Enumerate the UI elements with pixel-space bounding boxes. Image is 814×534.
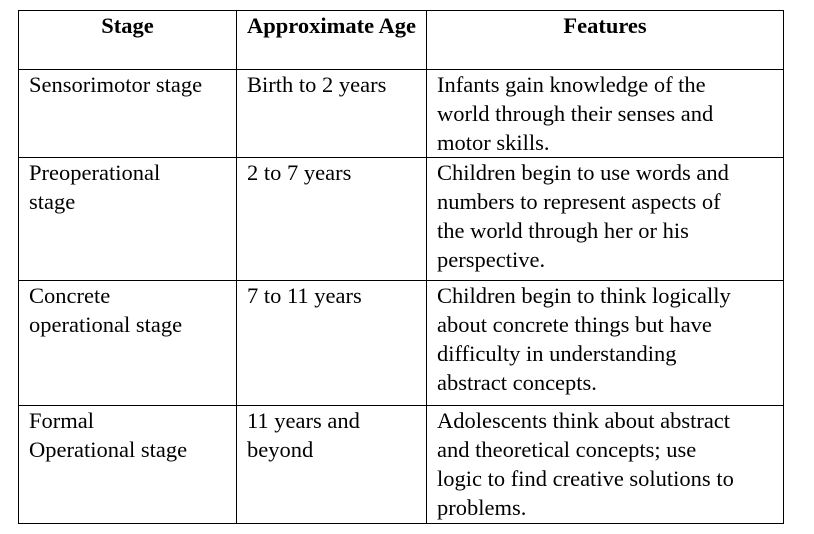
header-stage: Stage: [19, 11, 237, 70]
table-row: [19, 406, 784, 524]
age-cell: 7 to 11 years: [237, 281, 427, 406]
age-cell: 11 years and beyond: [237, 406, 427, 524]
features-cell: Children begin to use words and numbers to represent aspects of the world through her or his perspective.: [427, 158, 784, 281]
features-cell: Infants gain knowledge of the world through their senses and motor skills.: [427, 70, 784, 158]
age-cell: Birth to 2 years: [237, 70, 427, 158]
stage-cell: Formal Operational stage: [19, 406, 237, 524]
stage-cell: Concrete operational stage: [19, 281, 237, 406]
features-cell: Adolescents think about abstract and theoretical concepts; use logic to find creative solutions to problems.: [427, 406, 784, 524]
stage-cell: Preoperational stage: [19, 158, 237, 281]
cognitive-stages-table: [18, 10, 784, 524]
header-row: [19, 11, 784, 70]
table-row: [19, 158, 784, 281]
table-row: [19, 281, 784, 406]
header-approximate-age: Approximate Age: [237, 11, 427, 70]
age-cell: 2 to 7 years: [237, 158, 427, 281]
features-cell: Children begin to think logically about concrete things but have difficulty in understanding abstract concepts.: [427, 281, 784, 406]
table-row: [19, 70, 784, 158]
stage-cell: Sensorimotor stage: [19, 70, 237, 158]
header-features: Features: [427, 11, 784, 70]
